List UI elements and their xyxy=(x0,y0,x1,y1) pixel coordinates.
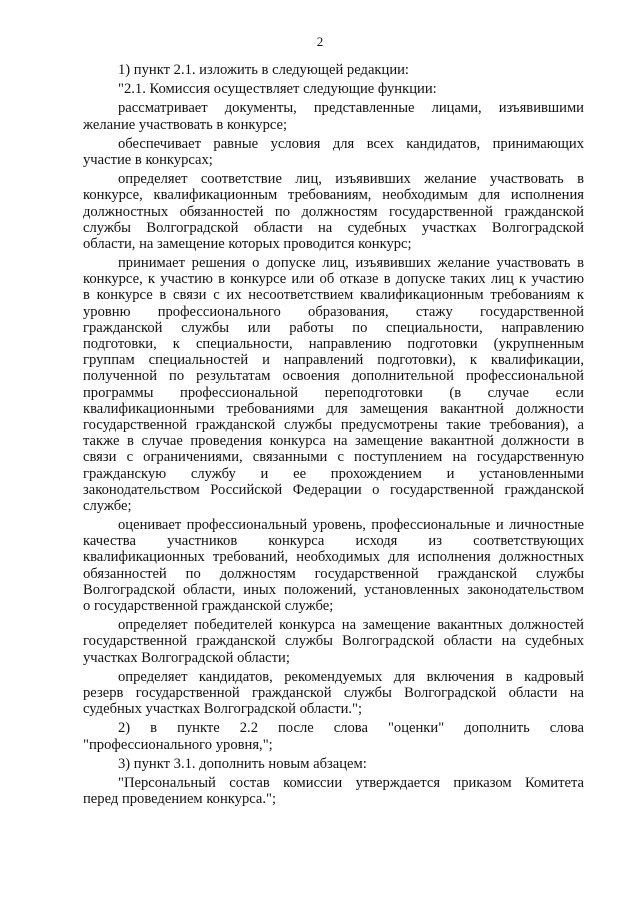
paragraph-line: 1) пункт 2.1. изложить в следующей редакции: xyxy=(118,62,409,78)
paragraph-line: 3) пункт 3.1. дополнить новым абзацем: xyxy=(118,755,367,772)
paragraph-line: обязанностей по должностям государственной гражданской службы xyxy=(83,565,584,582)
paragraph-line: о государственной гражданской службе; xyxy=(83,598,334,614)
paragraph-line: полученной по результатам освоения дополнительной профессиональной xyxy=(83,368,584,385)
paragraph-line: связи с ограничениями, связанными с поступлением на государственную xyxy=(83,449,584,466)
paragraph-line: законодательством Российской Федерации о государственной гражданской xyxy=(83,481,584,498)
paragraph-line: принимает решения о допуске лиц, изъявивших желание участвовать в xyxy=(118,255,584,272)
paragraph-line: резерв государственной гражданской службы Волгоградской области на xyxy=(83,684,584,701)
paragraph xyxy=(83,669,584,718)
paragraph xyxy=(83,255,584,514)
paragraph-line: квалификационных требований, необходимых для исполнения должностных xyxy=(83,549,584,566)
paragraph-line: участках Волгоградской области; xyxy=(83,649,290,666)
paragraph-line: группам специальностей и направлений подготовки), к квалификации, xyxy=(83,352,584,369)
paragraph-line: конкурсе, квалификационным требованиям, необходимым для исполнения xyxy=(83,187,584,204)
paragraph-line: оценивает профессиональный уровень, профессиональные и личностные xyxy=(118,517,584,534)
paragraph xyxy=(83,81,584,97)
paragraph-line: перед проведением конкурса."; xyxy=(83,791,277,808)
paragraph-line: конкурсе, к участию в конкурсе или об отказе в допуске таких лиц к участию xyxy=(83,271,584,288)
paragraph-line: также в случае проведения конкурса на замещение вакантной должности в xyxy=(83,433,584,450)
paragraph-line: государственной гражданской службы Волгоградской области на судебных xyxy=(83,633,584,650)
paragraph xyxy=(83,136,584,168)
paragraph xyxy=(83,100,584,132)
paragraph-line: участие в конкурсах; xyxy=(83,151,213,168)
paragraph-line: службе; xyxy=(83,497,132,514)
paragraph-line: определяет победителей конкурса на замещение вакантных должностей xyxy=(118,617,584,634)
paragraph-line: "2.1. Комиссия осуществляет следующие функции: xyxy=(118,81,437,98)
paragraph-line: области, на замещение которых проводится конкурс; xyxy=(83,235,412,252)
paragraph-line: гражданскую службу и ее прохождением и установленными xyxy=(83,465,584,482)
paragraph xyxy=(83,756,584,772)
paragraph-line: должностных обязанностей по должностям государственной гражданской xyxy=(83,203,584,220)
paragraph-line: 2) в пункте 2.2 после слова "оценки" дополнить слова xyxy=(118,720,584,737)
paragraph-line: квалификационными требованиями для замещения вакантной должности xyxy=(83,400,584,417)
paragraph-line: уровню профессионального образования, стажу государственной xyxy=(83,303,584,320)
paragraph xyxy=(83,171,584,252)
paragraph xyxy=(83,517,584,614)
document-body xyxy=(83,62,584,810)
paragraph-line: обеспечивает равные условия для всех кандидатов, принимающих xyxy=(118,135,584,152)
paragraph-line: службы Волгоградской области на судебных участках Волгоградской xyxy=(83,219,584,236)
paragraph-line: в конкурсе в связи с их несоответствием квалификационным требованиям к xyxy=(83,287,584,304)
page-number: 2 xyxy=(316,34,324,49)
paragraph-line: судебных участках Волгоградской области."; xyxy=(83,701,363,718)
paragraph xyxy=(83,62,584,78)
paragraph xyxy=(83,775,584,807)
paragraph-line: Волгоградской области, иных положений, установленных законодательством xyxy=(83,581,584,598)
paragraph-line: программы профессиональной переподготовки (в случае если xyxy=(83,384,584,401)
paragraph-line: рассматривает документы, представленные лицами, изъявившими xyxy=(118,100,584,117)
paragraph-line: качества участников конкурса исходя из соответствующих xyxy=(83,533,584,550)
paragraph-line: определяет кандидатов, рекомендуемых для включения в кадровый xyxy=(118,668,584,685)
paragraph-line: желание участвовать в конкурсе; xyxy=(83,116,288,133)
paragraph-line: государственной гражданской службы предусмотрены такие требования), а xyxy=(83,416,584,433)
paragraph-gap xyxy=(83,807,584,810)
paragraph xyxy=(83,617,584,666)
paragraph xyxy=(83,720,584,752)
paragraph-line: определяет соответствие лиц, изъявивших желание участвовать в xyxy=(118,171,584,188)
paragraph-line: гражданской службы или работы по специальности, направлению xyxy=(83,319,584,336)
paragraph-line: "Персональный состав комиссии утверждается приказом Комитета xyxy=(118,774,584,791)
paragraph-line: подготовки, к специальности, направлению подготовки (укрупненным xyxy=(83,336,584,352)
paragraph-line: "профессионального уровня,"; xyxy=(83,736,273,753)
